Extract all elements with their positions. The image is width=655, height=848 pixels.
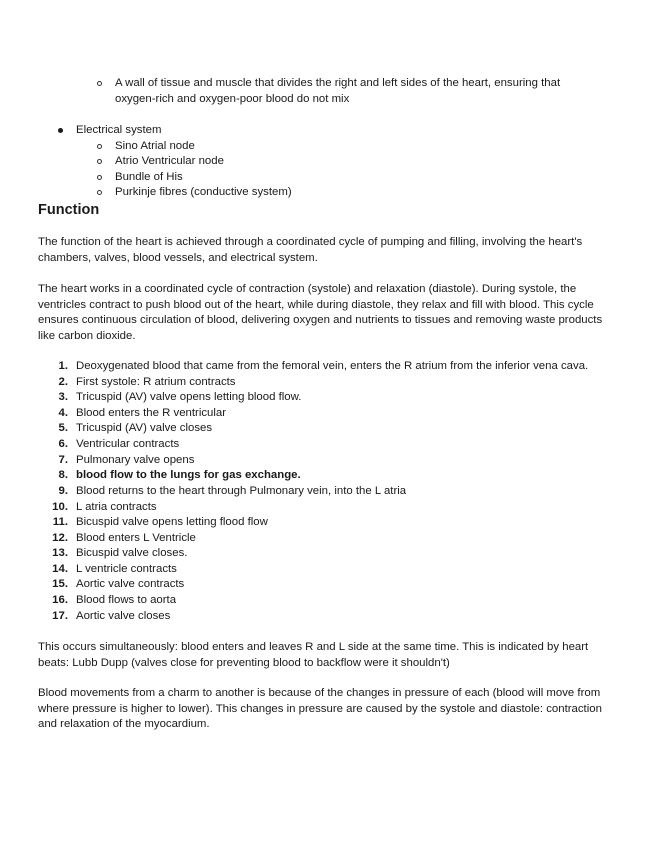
- electrical-item: Bundle of His: [115, 171, 183, 183]
- septum-bullet-line1: A wall of tissue and muscle that divides the right and left sides of the heart, ensuring that: [115, 77, 561, 89]
- closing-paragraph-2: Blood movements from a charm to another is because of the changes in pressure of each (blood will move from where pressure is higher to lower). This changes in pressure are caused by the systole and diastole: contraction and relaxation of the myocardium.: [38, 687, 602, 731]
- step-text: Ventricular contracts: [76, 438, 180, 450]
- septum-bullet-line2: oxygen-rich and oxygen-poor blood do not mix: [115, 93, 350, 105]
- function-paragraph-2: The heart works in a coordinated cycle of contraction (systole) and relaxation (diastole). During systole, the ventricles contract to push blood out of the heart, while during diastole, they relax and fill with blood. This cycle ensures continuous circulation of blood, delivering oxygen and nutrients to tissues and removing waste products like carbon dioxide.: [38, 283, 603, 342]
- step-text: Blood enters L Ventricle: [76, 532, 196, 544]
- step-number: 13.: [52, 547, 68, 559]
- step-number: 17.: [52, 610, 68, 622]
- function-heading: Function: [38, 202, 100, 218]
- solid-bullet-icon: [58, 128, 63, 133]
- electrical-item: Purkinje fibres (conductive system): [115, 186, 292, 198]
- step-number: 15.: [52, 578, 68, 590]
- step-number: 6.: [58, 438, 68, 450]
- electrical-item: Atrio Ventricular node: [115, 155, 224, 167]
- step-number: 3.: [58, 391, 68, 403]
- step-text: Aortic valve closes: [76, 610, 171, 622]
- step-text: Blood returns to the heart through Pulmonary vein, into the L atria: [76, 485, 407, 497]
- step-number: 10.: [52, 501, 68, 513]
- step-number: 4.: [58, 407, 68, 419]
- step-text: First systole: R atrium contracts: [76, 376, 236, 388]
- step-text: Deoxygenated blood that came from the femoral vein, enters the R atrium from the inferior vena cava.: [76, 360, 589, 372]
- electrical-item: Sino Atrial node: [115, 140, 195, 152]
- step-text: Pulmonary valve opens: [76, 454, 195, 466]
- hollow-bullet-icon: [97, 144, 102, 149]
- hollow-bullet-icon: [97, 175, 102, 180]
- step-text: Aortic valve contracts: [76, 578, 185, 590]
- step-text: Blood flows to aorta: [76, 594, 177, 606]
- step-number: 1.: [58, 360, 68, 372]
- step-text-bold: blood flow to the lungs for gas exchange.: [76, 469, 301, 481]
- step-text: L atria contracts: [76, 501, 157, 513]
- step-text: Tricuspid (AV) valve opens letting blood flow.: [76, 391, 302, 403]
- step-number: 8.: [58, 469, 68, 481]
- step-text: Bicuspid valve closes.: [76, 547, 188, 559]
- step-number: 9.: [58, 485, 68, 497]
- step-number: 16.: [52, 594, 68, 606]
- electrical-system-label: Electrical system: [76, 124, 162, 136]
- step-text: Bicuspid valve opens letting flood flow: [76, 516, 268, 528]
- step-number: 7.: [58, 454, 68, 466]
- step-number: 14.: [52, 563, 68, 575]
- step-text: Tricuspid (AV) valve closes: [76, 422, 213, 434]
- function-paragraph-1: The function of the heart is achieved through a coordinated cycle of pumping and filling, involving the heart's chambers, valves, blood vessels, and electrical system.: [38, 236, 583, 264]
- hollow-bullet-icon: [97, 81, 102, 86]
- step-number: 2.: [58, 376, 68, 388]
- step-number: 12.: [52, 532, 68, 544]
- step-text: Blood enters the R ventricular: [76, 407, 227, 419]
- closing-paragraph-1: This occurs simultaneously: blood enters and leaves R and L side at the same time. This is indicated by heart beats: Lubb Dupp (valves close for preventing blood to backflow were it shouldn't): [38, 641, 589, 669]
- hollow-bullet-icon: [97, 159, 102, 164]
- step-text: L ventricle contracts: [76, 563, 177, 575]
- hollow-bullet-icon: [97, 190, 102, 195]
- step-number: 11.: [52, 516, 68, 528]
- step-number: 5.: [58, 422, 68, 434]
